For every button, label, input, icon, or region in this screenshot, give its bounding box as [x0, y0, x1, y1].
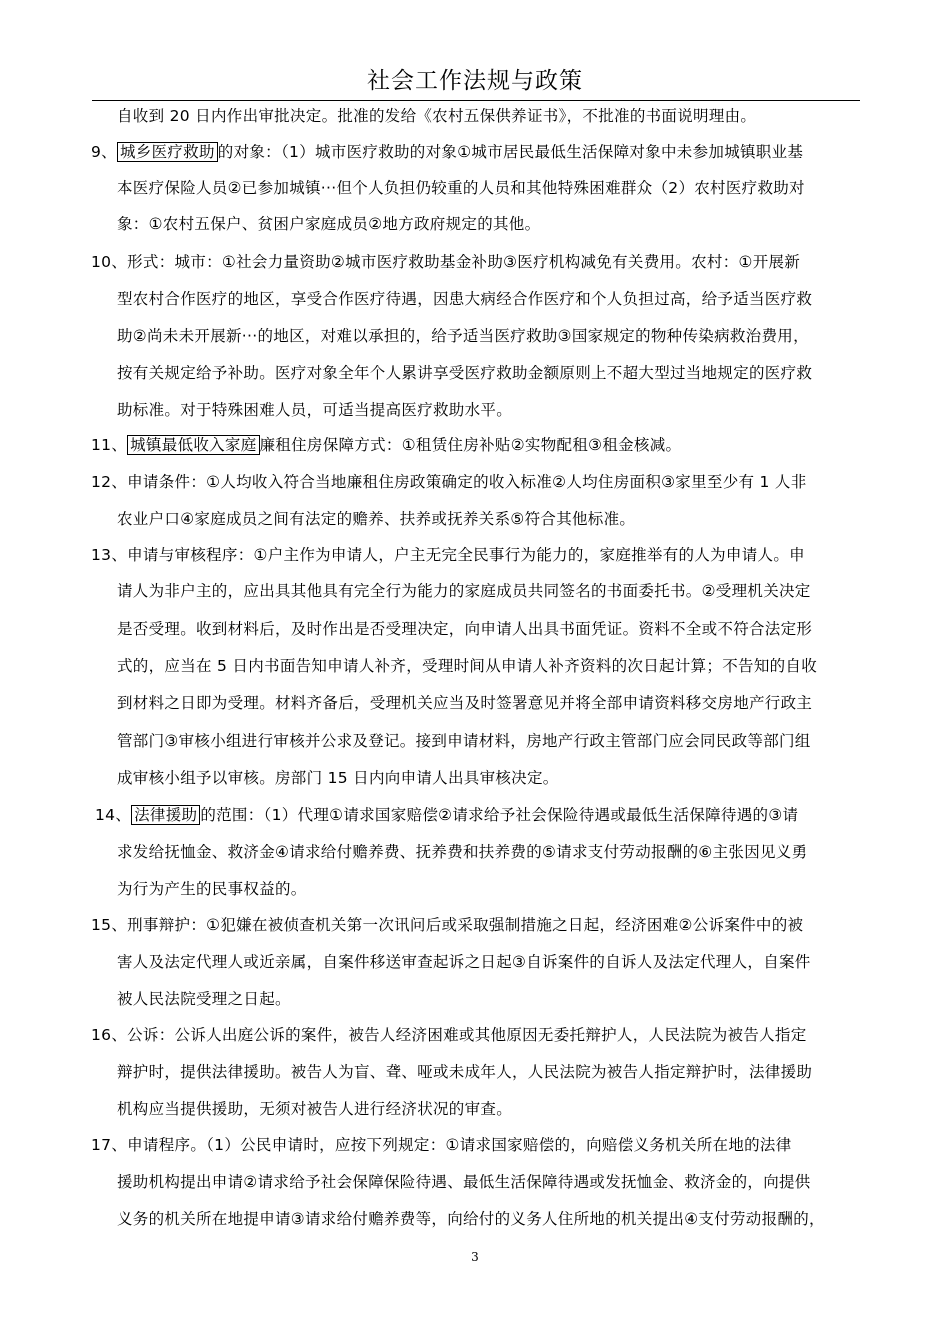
- boxed-term: 法律援助: [131, 805, 200, 825]
- text-span: 的对象：（1）城市医疗救助的对象①城市居民最低生活保障对象中未参加城镇职业基: [217, 143, 804, 161]
- text-line: 辩护时，提供法律援助。被告人为盲、聋、哑或未成年人，人民法院为被告人指定辩护时，法律援助: [117, 1063, 813, 1081]
- text-line: 管部门③审核小组进行审核并公求及登记。接到申请材料，房地产行政主管部门应会同民政等部门组: [117, 732, 811, 750]
- text-line: 援助机构提出申请②请求给予社会保障保险待遇、最低生活保障待遇或发抚恤金、救济金的，向提供: [117, 1173, 811, 1191]
- list-item-15: 15、刑事辩护：①犯嫌在被侦查机关第一次讯问后或采取强制措施之日起，经济困难②公诉案件中的被: [91, 916, 804, 934]
- text-line: 机构应当提供援助，无须对被告人进行经济状况的审查。: [117, 1100, 513, 1118]
- text-line: 型农村合作医疗的地区，享受合作医疗待遇，因患大病经合作医疗和个人负担过高，给予适当医疗救: [117, 290, 813, 308]
- list-item-14: [95, 804, 798, 826]
- text-line: 到材料之日即为受理。材料齐备后，受理机关应当及时签署意见并将全部申请资料移交房地产行政主: [117, 694, 813, 712]
- item-number: 11、: [91, 436, 128, 454]
- text-line: 助标准。对于特殊困难人员，可适当提高医疗救助水平。: [117, 401, 513, 419]
- text-line: 是否受理。收到材料后，及时作出是否受理决定，向申请人出具书面凭证。资料不全或不符合法定形: [117, 620, 813, 638]
- text-line: 成审核小组予以审核。房部门 15 日内向申请人出具审核决定。: [117, 769, 559, 787]
- list-item-12: 12、申请条件：①人均收入符合当地廉租住房政策确定的收入标准②人均住房面积③家里至少有 1 人非: [91, 473, 807, 491]
- list-item-16: 16、公诉：公诉人出庭公诉的案件，被告人经济困难或其他原因无委托辩护人，人民法院为被告人指定: [91, 1026, 807, 1044]
- boxed-term: 城镇最低收入家庭: [127, 435, 259, 455]
- text-line: 自收到 20 日内作出审批决定。批准的发给《农村五保供养证书》，不批准的书面说明理由。: [117, 107, 757, 125]
- text-line: 助②尚未未开展新···的地区，对难以承担的，给予适当医疗救助③国家规定的物种传染病救治费用，: [117, 327, 809, 345]
- boxed-term: 城乡医疗救助: [117, 142, 218, 162]
- text-line: 式的，应当在 5 日内书面告知申请人补齐，受理时间从申请人补齐资料的次日起计算；不告知的自收: [117, 657, 818, 675]
- text-line: 义务的机关所在地提申请③请求给付赡养费等，向给付的义务人住所地的机关提出④支付劳动报酬的，: [117, 1210, 825, 1228]
- text-line: 害人及法定代理人或近亲属，自案件移送审查起诉之日起③自诉案件的自诉人及法定代理人，自案件: [117, 953, 811, 971]
- text-line: 按有关规定给予补助。医疗对象全年个人累讲享受医疗救助金额原则上不超大型过当地规定的医疗救: [117, 364, 813, 382]
- text-span: 廉租住房保障方式：①租赁住房补贴②实物配租③租金核减。: [259, 436, 682, 454]
- text-line: 农业户口④家庭成员之间有法定的赡养、扶养或抚养关系⑤符合其他标准。: [117, 510, 636, 528]
- list-item-11: [91, 434, 681, 456]
- list-item-10: 10、形式：城市：①社会力量资助②城市医疗救助基金补助③医疗机构减免有关费用。农村：①开展新: [91, 253, 801, 271]
- text-line: 象：①农村五保户、贫困户家庭成员②地方政府规定的其他。: [117, 215, 541, 233]
- list-item-17: 17、申请程序。（1）公民申请时，应按下列规定：①请求国家赔偿的，向赔偿义务机关所在地的法律: [91, 1136, 792, 1154]
- item-number: 14、: [95, 806, 132, 824]
- list-item-9: [91, 141, 803, 163]
- text-line: 为行为产生的民事权益的。: [117, 880, 307, 898]
- item-number: 9、: [91, 143, 117, 161]
- text-line: 本医疗保险人员②已参加城镇···但个人负担仍较重的人员和其他特殊困难群众（2）农村医疗救助对: [117, 179, 805, 197]
- list-item-13: 13、申请与审核程序：①户主作为申请人，户主无完全民事行为能力的，家庭推举有的人为申请人。申: [91, 546, 805, 564]
- text-line: 请人为非户主的，应出具其他具有完全行为能力的家庭成员共同签名的书面委托书。②受理机关决定: [117, 582, 811, 600]
- text-line: 求发给抚恤金、救济金④请求给付赡养费、抚养费和扶养费的⑤请求支付劳动报酬的⑥主张因见义勇: [117, 843, 808, 861]
- text-line: 被人民法院受理之日起。: [117, 990, 291, 1008]
- page-title: 社会工作法规与政策: [367, 68, 583, 94]
- text-span: 的范围：（1）代理①请求国家赔偿②请求给予社会保险待遇或最低生活保障待遇的③请: [200, 806, 799, 824]
- page-number: 3: [471, 1250, 479, 1264]
